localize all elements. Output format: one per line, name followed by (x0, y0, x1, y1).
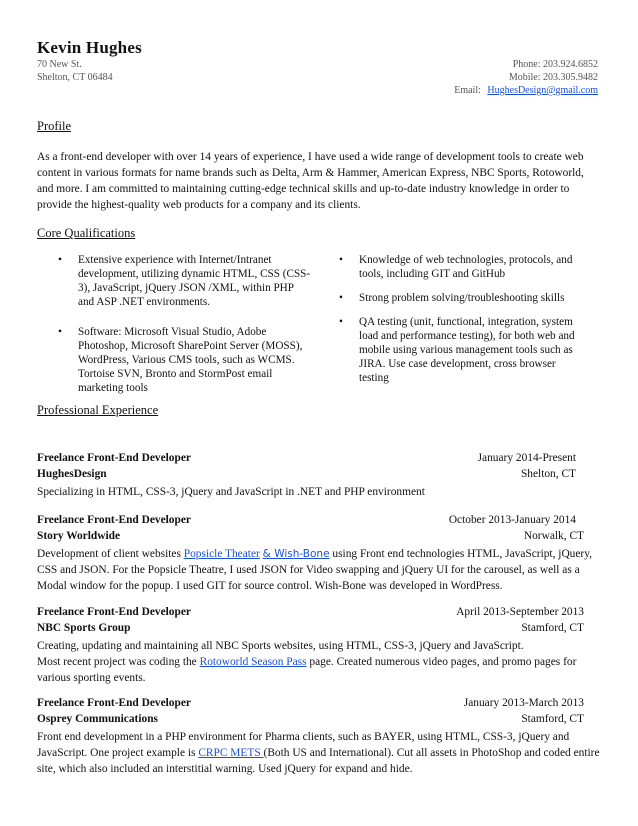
bullet-icon: • (339, 254, 343, 266)
job-description: Front end development in a PHP environment for Pharma clients, such as BAYER, using HTML, CSS-3, jQuery and JavaScript. One project example is CRPC METS (Both US and International). Cut all assets in PhotoShop and coded entire site, which also included an interstitial warning. Used jQuery for expand and hide. (37, 731, 600, 775)
job-dates: April 2013-September 2013 (456, 606, 584, 618)
list-item: • Extensive experience with Internet/Intranet development, utilizing dynamic HTML, CSS (CSS-3), JavaScript, jQuery JSON /XML, within PHP and ASP .NET environments. (58, 254, 311, 308)
profile-text: As a front-end developer with over 14 years of experience, I have used a wide range of development tools to create web content in various formats for name brands such as Delta, Arm & Hammer, American Express, NBC Sports, Rotoworld, and more. I am committed to maintaining cutting-edge technical skills and up-to-date industry knowledge in order to provide the highest-quality web products for a company and its clients. (37, 151, 584, 211)
job-dates: January 2013-March 2013 (463, 697, 584, 709)
candidate-name: Kevin Hughes (37, 38, 142, 57)
email-row (454, 84, 598, 97)
job-dates: January 2014-Present (477, 452, 576, 464)
job-description: Creating, updating and maintaining all NBC Sports websites, using HTML, CSS-3, jQuery and JavaScript. Most recent project was coding the Rotoworld Season Pass page. Created numerous video pages, and promo pages for various sporting events. (37, 640, 577, 684)
profile-heading: Profile (37, 119, 72, 133)
job-title: Freelance Front-End Developer (37, 697, 191, 709)
job-dates: October 2013-January 2014 (448, 514, 576, 526)
list-item: • QA testing (unit, functional, integration, system load and performance testing), for both web and mobile using various management tools such as JIRA. Use case development, cross browser testing (339, 316, 575, 384)
bullet-icon: • (339, 316, 343, 328)
job-title: Freelance Front-End Developer (37, 452, 191, 464)
address-line-1: 70 New St. (37, 59, 82, 70)
wish-bone-link[interactable]: & Wish-Bone (262, 548, 330, 560)
job-location: Stamford, CT (521, 713, 584, 725)
qualifications-left-list (56, 253, 312, 405)
email-label: Email: (454, 85, 481, 96)
email-link[interactable]: HughesDesign@gmail.com (487, 85, 598, 96)
bullet-icon: • (58, 254, 62, 266)
list-item: • Software: Microsoft Visual Studio, Adobe Photoshop, Microsoft SharePoint Server (MOSS), WordPress, Various CMS tools, such as WCMS. Tortoise SVN, Bronto and StormPost email marketing tools (58, 326, 303, 394)
job-company: NBC Sports Group (37, 622, 131, 634)
rotoworld-season-pass-link[interactable]: Rotoworld Season Pass (199, 656, 307, 668)
bullet-icon: • (58, 326, 62, 338)
job-company: Story Worldwide (37, 530, 121, 542)
qualifications-right-list (337, 253, 585, 395)
job-location: Shelton, CT (520, 468, 576, 480)
job-company: Osprey Communications (37, 713, 158, 725)
list-item: • Knowledge of web technologies, protocols, and tools, including GIT and GitHub (339, 254, 573, 280)
job-location: Norwalk, CT (523, 530, 584, 542)
bullet-icon: • (339, 292, 343, 304)
address-block (37, 58, 113, 84)
list-item: • Strong problem solving/troubleshooting skills (339, 292, 565, 304)
crpc-mets-link[interactable]: CRPC METS (198, 747, 264, 759)
job-description: Development of client websites Popsicle Theater & Wish-Bone using Front end technologies HTML, JavaScript, jQuery, CSS and JSON. For the Popsicle Theatre, I used JSON for Video swapping and jQuery UI for the carousel, as well as a Modal window for the popup. I used GIT for source control. Wish-Bone was developed in WordPress. (37, 548, 593, 592)
job-company: HughesDesign (37, 468, 107, 480)
mobile-number: Mobile: 203.305.9482 (508, 72, 598, 83)
job-location: Stamford, CT (521, 622, 584, 634)
job-title: Freelance Front-End Developer (37, 514, 191, 526)
experience-heading: Professional Experience (37, 403, 159, 417)
job-title: Freelance Front-End Developer (37, 606, 191, 618)
phone-number: Phone: 203.924.6852 (512, 59, 598, 70)
popsicle-theater-link[interactable]: Popsicle Theater (183, 548, 260, 560)
qualifications-heading: Core Qualifications (37, 226, 136, 240)
contact-block (454, 58, 598, 97)
job-description: Specializing in HTML, CSS-3, jQuery and JavaScript in .NET and PHP environment (37, 486, 425, 498)
address-line-2: Shelton, CT 06484 (37, 72, 113, 83)
